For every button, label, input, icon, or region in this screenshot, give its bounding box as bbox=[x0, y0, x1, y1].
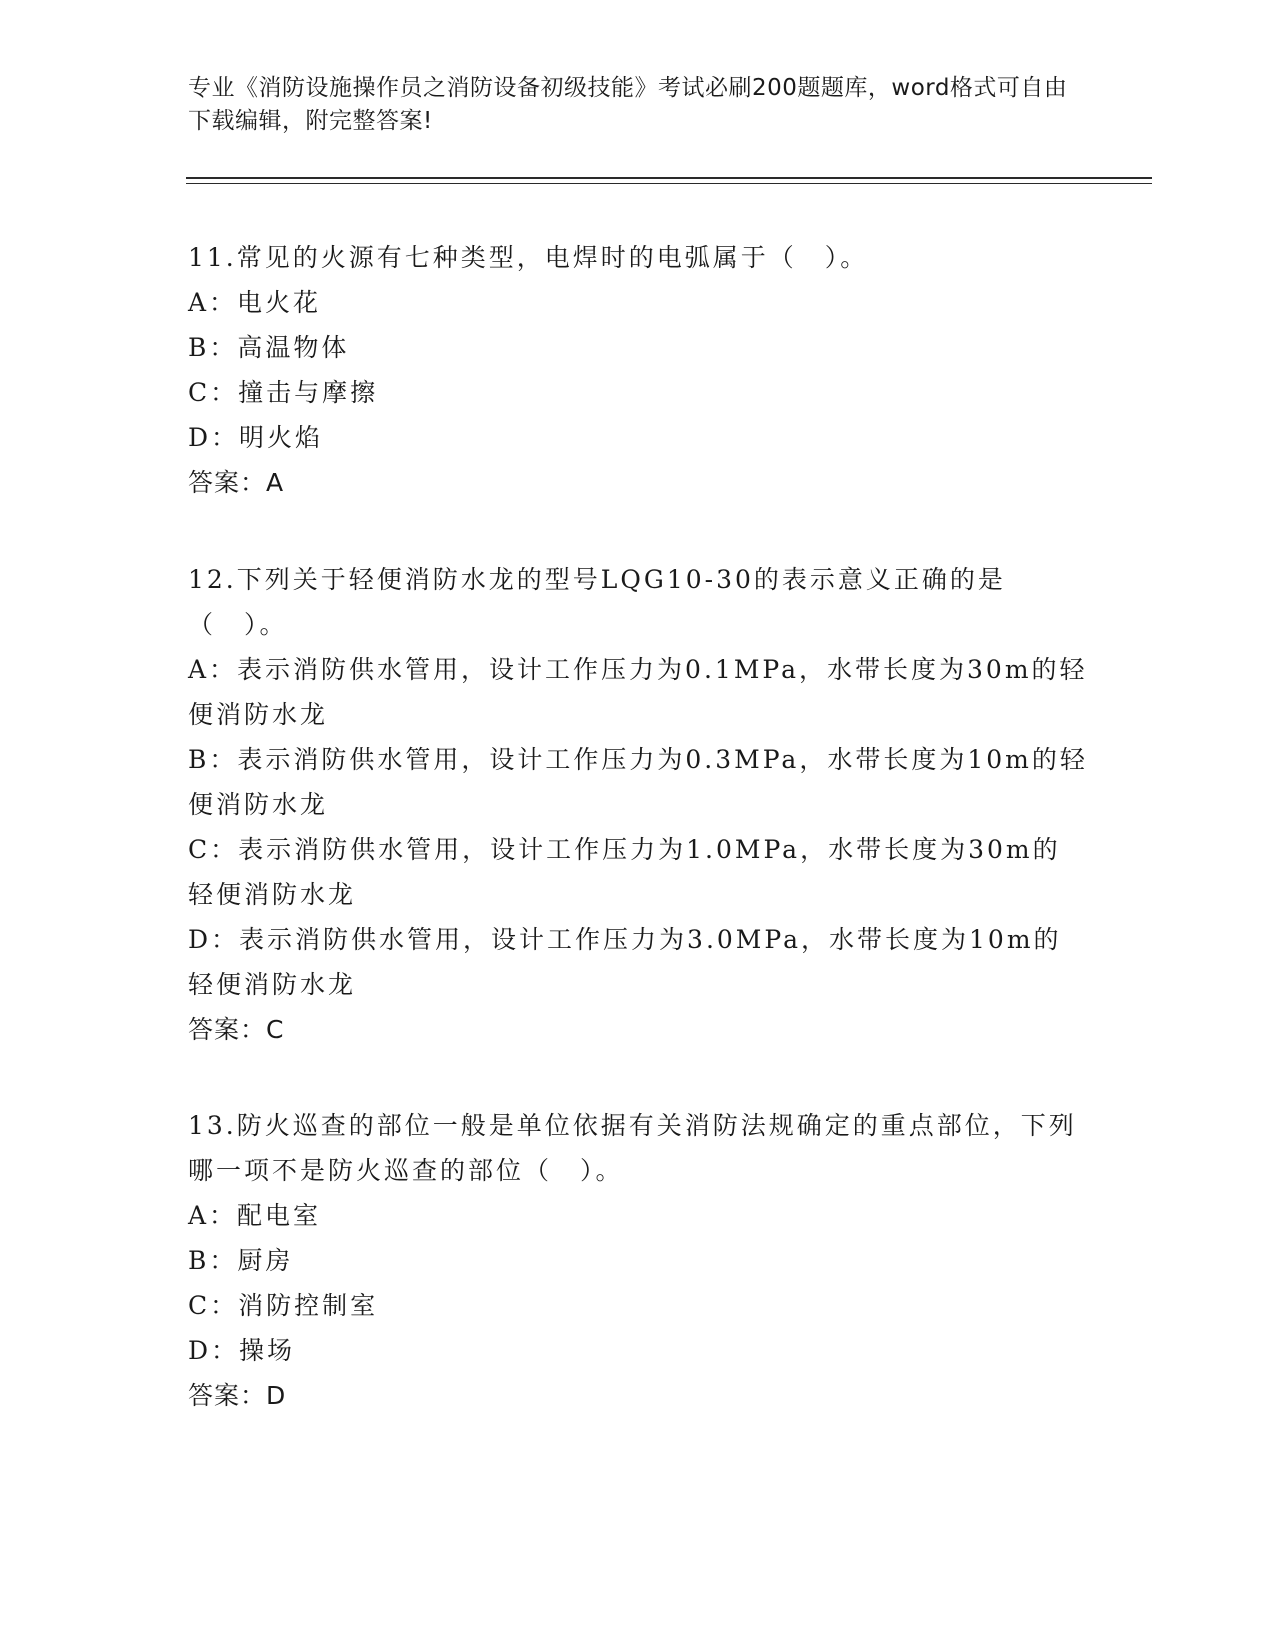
option-d: D：表示消防供水管用，设计工作压力为3.0MPa，水带长度为10m的轻便消防水龙 bbox=[188, 925, 1062, 999]
answer-line: 答案：C bbox=[188, 1015, 285, 1044]
header-divider-thin bbox=[186, 183, 1152, 184]
option-c: C：表示消防供水管用，设计工作压力为1.0MPa，水带长度为30m的轻便消防水龙 bbox=[188, 835, 1061, 909]
option-a: A：电火花 bbox=[188, 288, 322, 317]
question-12 bbox=[188, 557, 1088, 1052]
header-text: 专业《消防设施操作员之消防设备初级技能》考试必刷200题题库，word格式可自由下载编辑，附完整答案! bbox=[188, 75, 1068, 134]
question-11 bbox=[188, 235, 1088, 505]
option-b: B：厨房 bbox=[188, 1246, 294, 1275]
answer-line: 答案：A bbox=[188, 468, 285, 497]
question-stem: 13.防火巡查的部位一般是单位依据有关消防法规确定的重点部位，下列哪一项不是防火巡查的部位（ ）。 bbox=[188, 1111, 1077, 1185]
document-header bbox=[188, 72, 1088, 138]
option-b: B：表示消防供水管用，设计工作压力为0.3MPa，水带长度为10m的轻便消防水龙 bbox=[188, 745, 1088, 819]
answer-line: 答案：D bbox=[188, 1381, 287, 1410]
option-a: A：表示消防供水管用，设计工作压力为0.1MPa，水带长度为30m的轻便消防水龙 bbox=[188, 655, 1088, 729]
option-c: C：撞击与摩擦 bbox=[188, 378, 379, 407]
option-d: D：明火焰 bbox=[188, 423, 324, 452]
option-c: C：消防控制室 bbox=[188, 1291, 379, 1320]
question-13 bbox=[188, 1103, 1088, 1418]
option-a: A：配电室 bbox=[188, 1201, 322, 1230]
header-divider-thick bbox=[186, 177, 1152, 179]
question-stem: 11.常见的火源有七种类型，电焊时的电弧属于（ ）。 bbox=[188, 243, 869, 272]
option-b: B：高温物体 bbox=[188, 333, 350, 362]
option-d: D：操场 bbox=[188, 1336, 296, 1365]
question-stem: 12.下列关于轻便消防水龙的型号LQG10-30的表示意义正确的是（ ）。 bbox=[188, 565, 1006, 639]
